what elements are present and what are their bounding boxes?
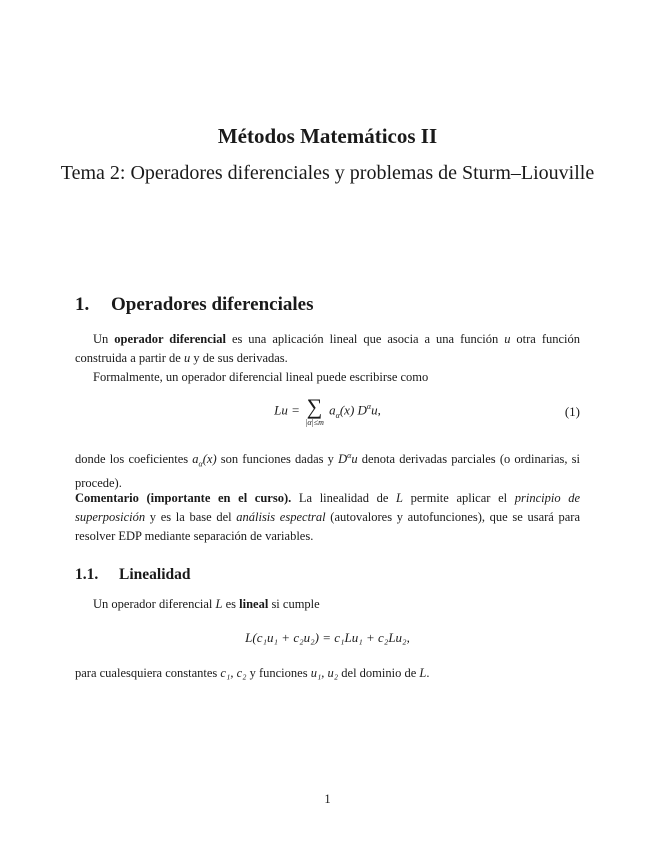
text-run: si cumple [268,597,320,611]
subsection-number: 1.1. [75,566,99,583]
emphasis: principio de superposición [75,491,580,524]
text-run: y de sus derivadas. [190,351,288,365]
text-run: del dominio de [338,666,420,680]
sigma-symbol: ∑ [306,394,323,419]
term-bold: operador diferencial [114,332,226,346]
math-var: u [351,452,358,467]
text-run: es [222,597,240,611]
equation-number: (1) [564,404,580,419]
page-number: 1 [324,792,331,806]
text-run: es una aplicación lineal que asocia a una función [225,332,505,346]
eq-sup: α [366,402,372,412]
eq-lhs: Lu = [274,402,300,418]
eq-text: u, [371,402,381,418]
math-var: L [215,597,223,611]
text-run: son funciones dadas y [216,452,339,467]
paragraph-comment [75,489,580,546]
text-run: denota derivadas parciales (o ordinarias, si procede). [75,452,580,490]
document-subtitle: Tema 2: Operadores diferenciales y problemas de Sturm–Liouville [60,162,595,184]
eq-sub: α [335,411,340,421]
eq-coef: a [329,402,336,418]
section-heading [75,294,313,316]
text-run: permite aplicar el [403,491,515,505]
equation-linearity: L(c₁u₁ + c₂u₂) = c₁Lu₁ + c₂Lu₂, [245,630,410,645]
paragraph-coefficients [75,446,580,493]
paragraph-formal: Formalmente, un operador diferencial lineal puede escribirse como [93,370,429,384]
text-run: y funciones [246,666,311,680]
text-run: (autovalores y autofunciones), que se usará para resolver EDP mediante separación de variables. [75,510,580,543]
equation-1 [75,396,580,427]
summation [305,396,324,427]
subsection-heading [75,566,191,584]
math-var: L [396,491,403,505]
math-var: u [183,351,191,365]
math-var: u [504,332,511,346]
section-number: 1. [75,294,90,315]
math-var: c₁, c₂ [220,666,247,680]
comment-label: Comentario (importante en el curso). [75,491,292,505]
text-run: y es la base del [145,510,237,524]
text-run: Un [93,332,115,346]
emphasis: análisis espectral [236,510,326,524]
document-title: Métodos Matemáticos II [217,124,438,148]
eq-text: (x) D [339,402,367,418]
math-sup: α [347,451,352,460]
math-var: D [338,452,348,467]
text-run: otra función construida a partir de [75,332,581,365]
math-var: L [419,666,427,680]
math-var: a [192,452,199,467]
text-run: para cualesquiera constantes [75,666,221,680]
text-run: Un operador diferencial [93,597,216,611]
math-var: (x) [202,452,217,467]
paragraph-constants [75,664,580,683]
paragraph-linear [75,595,580,614]
math-sub: α [198,459,203,469]
sum-limit: |α|≤m [305,418,324,427]
text-run: La linealidad de [291,491,397,505]
term-bold: lineal [239,597,269,611]
paragraph-definition [75,330,580,368]
subsection-title: Linealidad [119,566,191,583]
section-title: Operadores diferenciales [111,294,314,315]
text-run: . [426,666,430,680]
text-run: donde los coeficientes [75,452,193,467]
math-var: u₁, u₂ [310,666,339,680]
